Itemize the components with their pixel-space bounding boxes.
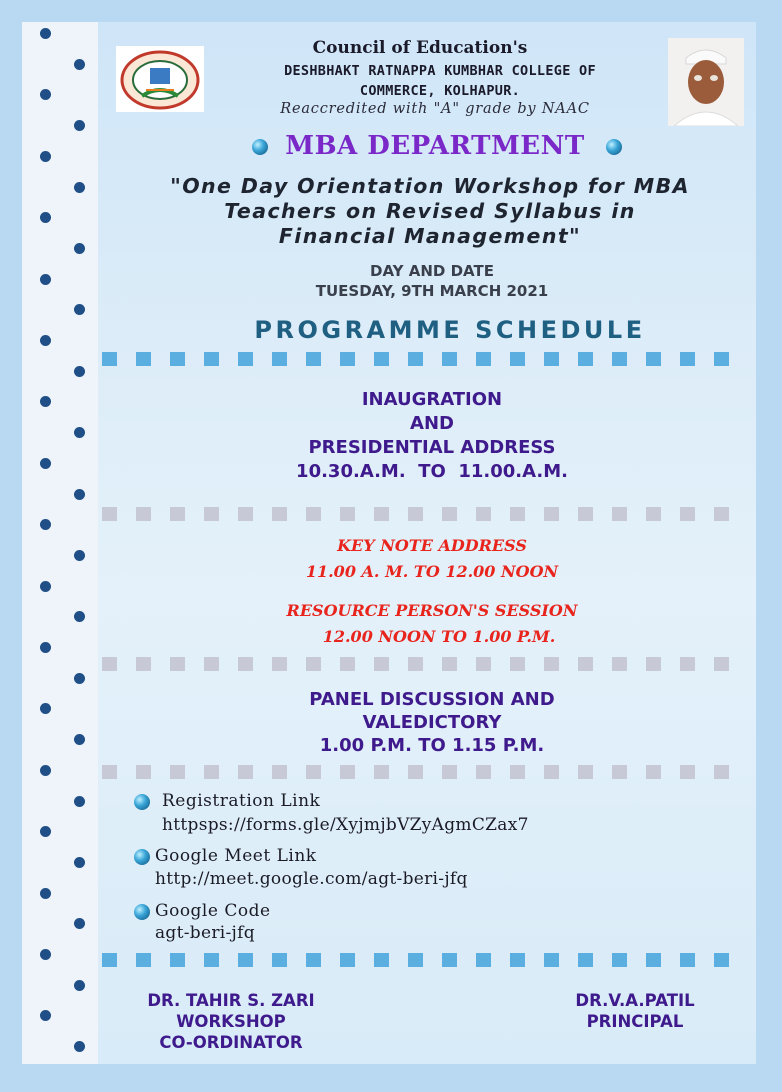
divider-dash (578, 657, 593, 671)
divider-dash (646, 953, 661, 967)
bullet-ball-icon (134, 904, 150, 920)
spiral-dot (74, 980, 85, 991)
bullet-ball-icon (606, 139, 622, 155)
spiral-dot (74, 857, 85, 868)
divider-dash (680, 953, 695, 967)
inauguration-line3: PRESIDENTIAL ADDRESS (308, 437, 556, 458)
keynote-title: KEY NOTE ADDRESS (337, 536, 527, 555)
divider-blue (98, 352, 756, 366)
divider-dash (578, 352, 593, 366)
session-panel (232, 688, 632, 757)
resource-time: 12.00 NOON TO 1.00 P.M. (322, 627, 556, 646)
divider-dash (136, 657, 151, 671)
workshop-title-line3: Financial Management" (278, 224, 582, 248)
divider-dash (544, 352, 559, 366)
spiral-dot (74, 182, 85, 193)
divider-dash (306, 657, 321, 671)
spiral-dot (74, 550, 85, 561)
spiral-dot (40, 458, 51, 469)
college-name-line1: DESHBHAKT RATNAPPA KUMBHAR COLLEGE OF (284, 63, 596, 79)
divider-grey (98, 507, 756, 521)
divider-dash (102, 953, 117, 967)
spiral-dot (40, 519, 51, 530)
spiral-dot (40, 826, 51, 837)
panel-line2: VALEDICTORY (362, 712, 502, 733)
divider-dash (238, 953, 253, 967)
divider-dash (306, 765, 321, 779)
divider-dash (510, 352, 525, 366)
divider-dash (612, 352, 627, 366)
divider-dash (136, 352, 151, 366)
divider-dash (306, 352, 321, 366)
google-code-label: Google Code (155, 901, 271, 921)
divider-dash (204, 953, 219, 967)
divider-dash (476, 352, 491, 366)
divider-dash (102, 765, 117, 779)
divider-dash (340, 352, 355, 366)
divider-grey (98, 765, 756, 779)
spiral-dot (74, 489, 85, 500)
divider-blue (98, 953, 756, 967)
google-code-value: agt-beri-jfq (155, 923, 255, 943)
divider-dash (612, 507, 627, 521)
divider-dash (374, 765, 389, 779)
divider-dash (544, 953, 559, 967)
college-name-line2: COMMERCE, KOLHAPUR. (359, 83, 521, 99)
bullet-ball-icon (252, 139, 268, 155)
workshop-title-line2: Teachers on Revised Syllabus in (224, 199, 636, 223)
divider-dash (306, 507, 321, 521)
divider-dash (238, 765, 253, 779)
divider-dash (408, 953, 423, 967)
divider-dash (170, 657, 185, 671)
founder-photo (668, 38, 744, 126)
registration-link-label: Registration Link (162, 791, 321, 811)
divider-dash (408, 765, 423, 779)
resource-title: RESOURCE PERSON'S SESSION (286, 601, 578, 620)
spiral-dot (74, 796, 85, 807)
spiral-dot (40, 888, 51, 899)
divider-dash (714, 507, 729, 521)
accreditation-text: Reaccredited with "A" grade by NAAC (280, 101, 590, 117)
spiral-dot (74, 1041, 85, 1052)
spiral-dot (40, 274, 51, 285)
divider-dash (340, 953, 355, 967)
divider-dash (272, 507, 287, 521)
divider-dash (340, 507, 355, 521)
divider-dash (170, 507, 185, 521)
spiral-dot (40, 28, 51, 39)
panel-time: 1.00 P.M. TO 1.15 P.M. (319, 735, 545, 756)
meet-link[interactable]: http://meet.google.com/agt-beri-jfq (155, 869, 468, 889)
divider-dash (102, 352, 117, 366)
divider-dash (170, 352, 185, 366)
spiral-dot (40, 89, 51, 100)
divider-dash (340, 765, 355, 779)
divider-dash (272, 657, 287, 671)
divider-dash (714, 953, 729, 967)
divider-dash (544, 657, 559, 671)
panel-line1: PANEL DISCUSSION AND (309, 689, 555, 710)
inauguration-time: 10.30.A.M. TO 11.00.A.M. (296, 461, 568, 482)
principal-name: DR.V.A.PATIL (575, 991, 695, 1010)
spiral-dot (40, 642, 51, 653)
divider-dash (136, 765, 151, 779)
bullet-ball-icon (134, 794, 150, 810)
meet-link-label: Google Meet Link (155, 846, 317, 866)
divider-dash (510, 657, 525, 671)
session-resource (232, 598, 632, 650)
schedule-title: PROGRAMME SCHEDULE (254, 316, 646, 344)
divider-dash (204, 765, 219, 779)
spiral-strip (22, 22, 98, 1064)
divider-dash (680, 507, 695, 521)
divider-dash (578, 953, 593, 967)
workshop-title-line1: "One Day Orientation Workshop for MBA (170, 174, 690, 198)
council-title: Council of Education's (312, 38, 528, 58)
department-title: MBA DEPARTMENT (285, 131, 585, 161)
coordinator-signature (120, 990, 342, 1053)
bullet-ball-icon (134, 849, 150, 865)
coordinator-name: DR. TAHIR S. ZARI (147, 991, 315, 1010)
divider-dash (680, 352, 695, 366)
divider-dash (442, 352, 457, 366)
coordinator-role2: CO-ORDINATOR (159, 1033, 303, 1052)
divider-dash (374, 953, 389, 967)
divider-dash (646, 352, 661, 366)
spiral-dot (74, 611, 85, 622)
divider-dash (476, 765, 491, 779)
inauguration-line2: AND (410, 413, 454, 434)
spiral-dot (74, 59, 85, 70)
registration-link[interactable]: httpsps://forms.gle/XyjmjbVZyAgmCZax7 (162, 815, 529, 835)
divider-dash (714, 765, 729, 779)
spiral-dot (40, 949, 51, 960)
divider-dash (612, 765, 627, 779)
spiral-dot (40, 396, 51, 407)
spiral-dot (40, 1010, 51, 1021)
workshop-title (120, 174, 740, 249)
divider-dash (510, 507, 525, 521)
spiral-dot (40, 151, 51, 162)
divider-dash (170, 765, 185, 779)
divider-dash (102, 657, 117, 671)
divider-dash (646, 657, 661, 671)
spiral-dot (40, 581, 51, 592)
spiral-dot (40, 703, 51, 714)
divider-dash (136, 507, 151, 521)
keynote-time: 11.00 A. M. TO 12.00 NOON (305, 562, 559, 581)
divider-dash (204, 507, 219, 521)
divider-dash (238, 507, 253, 521)
divider-dash (578, 765, 593, 779)
divider-dash (442, 953, 457, 967)
divider-dash (476, 507, 491, 521)
divider-dash (714, 352, 729, 366)
divider-dash (238, 352, 253, 366)
divider-dash (272, 953, 287, 967)
divider-dash (238, 657, 253, 671)
spiral-dot (74, 673, 85, 684)
divider-dash (544, 507, 559, 521)
session-inauguration (232, 388, 632, 484)
divider-dash (476, 657, 491, 671)
divider-dash (272, 765, 287, 779)
divider-dash (374, 507, 389, 521)
divider-dash (374, 657, 389, 671)
divider-dash (510, 953, 525, 967)
day-date-value: TUESDAY, 9TH MARCH 2021 (315, 282, 549, 300)
inauguration-line1: INAUGRATION (361, 389, 503, 410)
spiral-dot (74, 427, 85, 438)
college-name (210, 61, 670, 101)
divider-dash (646, 765, 661, 779)
spiral-dot (74, 120, 85, 131)
divider-grey (98, 657, 756, 671)
spiral-dot (40, 212, 51, 223)
divider-dash (272, 352, 287, 366)
principal-role: PRINCIPAL (586, 1012, 684, 1031)
divider-dash (170, 953, 185, 967)
spiral-dot (40, 335, 51, 346)
session-keynote (232, 533, 632, 585)
divider-dash (306, 953, 321, 967)
divider-dash (102, 507, 117, 521)
principal-signature (540, 990, 730, 1032)
divider-dash (136, 953, 151, 967)
divider-dash (340, 657, 355, 671)
divider-dash (612, 657, 627, 671)
spiral-dot (74, 918, 85, 929)
coordinator-role1: WORKSHOP (176, 1012, 286, 1031)
divider-dash (680, 765, 695, 779)
divider-dash (204, 657, 219, 671)
spiral-dot (40, 765, 51, 776)
spiral-dot (74, 734, 85, 745)
divider-dash (408, 657, 423, 671)
divider-dash (680, 657, 695, 671)
divider-dash (442, 657, 457, 671)
divider-dash (476, 953, 491, 967)
day-date-label: DAY AND DATE (370, 262, 494, 280)
divider-dash (714, 657, 729, 671)
divider-dash (408, 352, 423, 366)
divider-dash (646, 507, 661, 521)
divider-dash (612, 953, 627, 967)
spiral-dot (74, 304, 85, 315)
spiral-dot (74, 366, 85, 377)
divider-dash (578, 507, 593, 521)
college-logo (116, 46, 204, 112)
divider-dash (442, 507, 457, 521)
divider-dash (544, 765, 559, 779)
divider-dash (442, 765, 457, 779)
divider-dash (408, 507, 423, 521)
divider-dash (510, 765, 525, 779)
divider-dash (204, 352, 219, 366)
spiral-dot (74, 243, 85, 254)
divider-dash (374, 352, 389, 366)
